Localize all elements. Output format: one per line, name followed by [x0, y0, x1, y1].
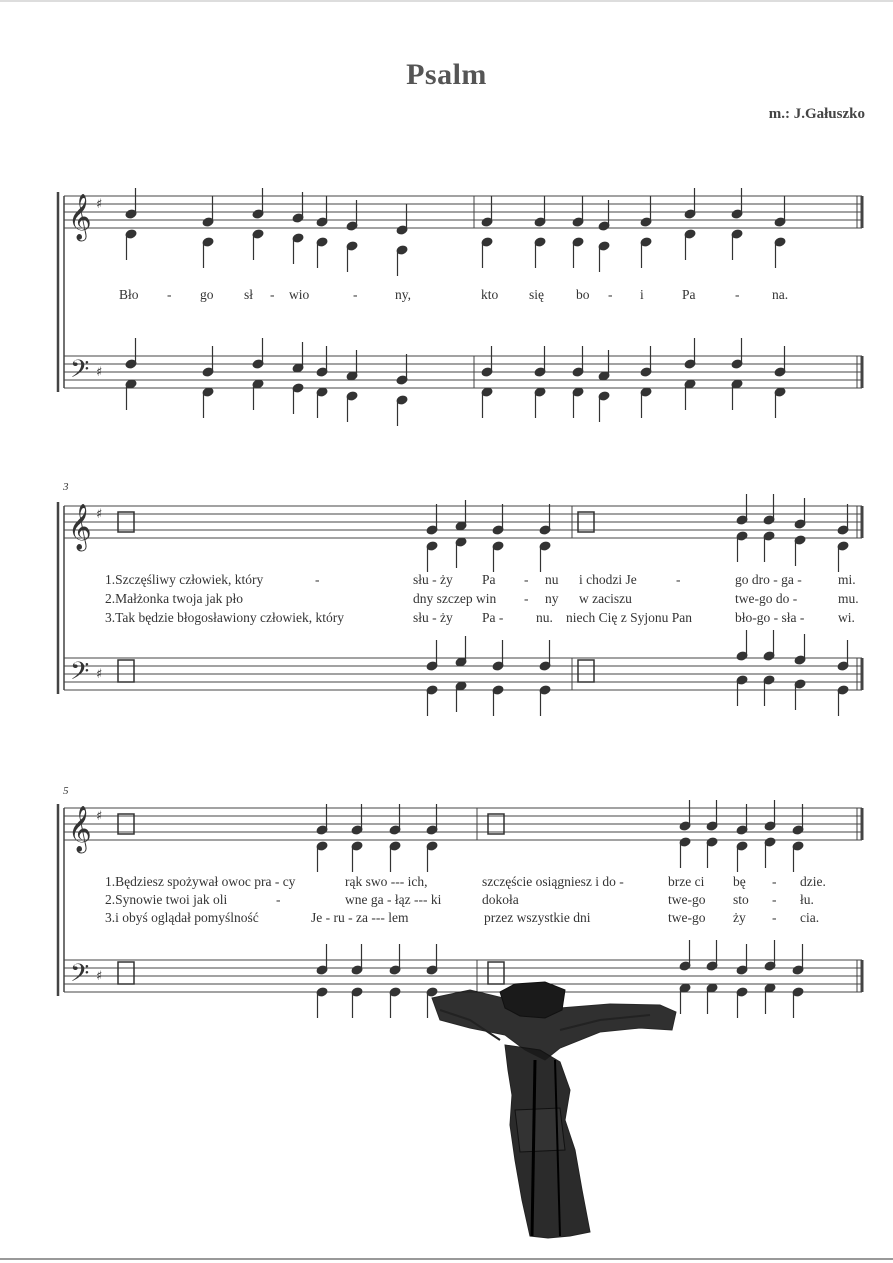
lyric-syllable: Pa — [682, 287, 696, 302]
lyric-syllable: twe-go do - — [735, 591, 798, 606]
key-signature-sharp: ♯ — [96, 507, 103, 522]
treble-clef-icon: 𝄞 — [68, 504, 92, 550]
lyric-syllable: ny, — [395, 287, 411, 302]
lyric-syllable: się — [529, 287, 544, 302]
lyric-syllable: ny — [545, 591, 559, 606]
lyric-syllable: twe-go — [668, 910, 706, 925]
lyric-syllable: słu - ży — [413, 610, 453, 625]
lyric-dash: - — [315, 572, 320, 587]
lyric-syllable: sł — [244, 287, 254, 302]
key-signature-sharp: ♯ — [96, 365, 103, 380]
lyric-syllable: w zaciszu — [579, 591, 632, 606]
treble-clef-icon: 𝄞 — [68, 194, 92, 240]
lyric-syllable: - — [772, 874, 777, 889]
lyric-syllable: - — [735, 287, 740, 302]
lyric-syllable: brze ci — [668, 874, 705, 889]
verse-1-intro: 1.Szczęśliwy człowiek, który — [105, 572, 264, 587]
lyric-syllable: - — [772, 892, 777, 907]
lyric-syllable: - — [167, 287, 172, 302]
lyric-syllable: ży — [733, 910, 746, 925]
lyric-syllable: i — [640, 287, 644, 302]
lyric-syllable: go dro - ga - — [735, 572, 802, 587]
lyric-syllable: - — [772, 910, 777, 925]
lyric-syllable: - — [676, 572, 681, 587]
lyric-syllable: bę — [733, 874, 746, 889]
lyric-syllable: nu. — [536, 610, 553, 625]
measure-number-5: 5 — [63, 785, 69, 797]
composer-credit: m.: J.Gałuszko — [768, 106, 865, 122]
lyric-syllable: niech Cię z Syjonu Pan — [566, 610, 692, 625]
lyric-syllable: na. — [772, 287, 789, 302]
lyric-syllable: mu. — [838, 591, 859, 606]
lyric-syllable: wne ga - łąz --- ki — [345, 892, 442, 907]
lyric-dash: - — [276, 892, 281, 907]
lyric-syllable: wi. — [838, 610, 855, 625]
lyric-syllable: wio — [289, 287, 310, 302]
verse-3-intro: 3.Tak będzie błogosławiony człowiek, który — [105, 610, 344, 625]
verse-3-intro: 3.i obyś oglądał pomyślność — [105, 910, 259, 925]
verse-1-intro: 1.Będziesz spożywał owoc pra - cy — [105, 874, 296, 889]
lyric-syllable: cia. — [800, 910, 820, 925]
treble-clef-icon: 𝄞 — [68, 806, 92, 852]
bass-clef-icon: 𝄢 — [70, 355, 90, 390]
lyric-syllable: kto — [481, 287, 499, 302]
lyric-syllable: słu - ży — [413, 572, 453, 587]
lyric-syllable: Pa — [482, 572, 496, 587]
key-signature-sharp: ♯ — [96, 969, 103, 984]
measure-number-3: 3 — [63, 481, 69, 493]
key-signature-sharp: ♯ — [96, 667, 103, 682]
lyric-syllable: dny szczep win — [413, 591, 497, 606]
lyric-syllable: bło-go - sła - — [735, 610, 805, 625]
lyric-syllable: przez wszystkie dni — [484, 910, 591, 925]
page-title: Psalm — [406, 58, 487, 91]
lyric-syllable: rąk swo --- ich, — [345, 874, 428, 889]
lyric-syllable: Bło — [119, 287, 139, 302]
lyric-syllable: Pa - — [482, 610, 504, 625]
lyric-syllable: bo — [576, 287, 590, 302]
lyric-syllable: - — [270, 287, 275, 302]
lyric-syllable: - — [353, 287, 358, 302]
lyric-syllable: dzie. — [800, 874, 826, 889]
key-signature-sharp: ♯ — [96, 197, 103, 212]
lyric-syllable: sto — [733, 892, 749, 907]
lyric-syllable: - — [524, 572, 529, 587]
lyric-syllable: mi. — [838, 572, 856, 587]
lyric-syllable: łu. — [800, 892, 814, 907]
lyric-syllable: dokoła — [482, 892, 519, 907]
key-signature-sharp: ♯ — [96, 809, 103, 824]
verse-2-intro: 2.Synowie twoi jak oli — [105, 892, 228, 907]
lyric-syllable: - — [608, 287, 613, 302]
verse-2-intro: 2.Małżonka twoja jak pło — [105, 591, 243, 606]
bass-clef-icon: 𝄢 — [70, 657, 90, 692]
lyric-syllable: szczęście osiągniesz i do - — [482, 874, 624, 889]
lyric-syllable: twe-go — [668, 892, 706, 907]
lyric-syllable: Je - ru - za --- lem — [311, 910, 409, 925]
lyric-syllable: go — [200, 287, 214, 302]
lyric-syllable: - — [524, 591, 529, 606]
lyric-syllable: i chodzi Je — [579, 572, 637, 587]
bass-clef-icon: 𝄢 — [70, 959, 90, 994]
lyric-syllable: nu — [545, 572, 559, 587]
